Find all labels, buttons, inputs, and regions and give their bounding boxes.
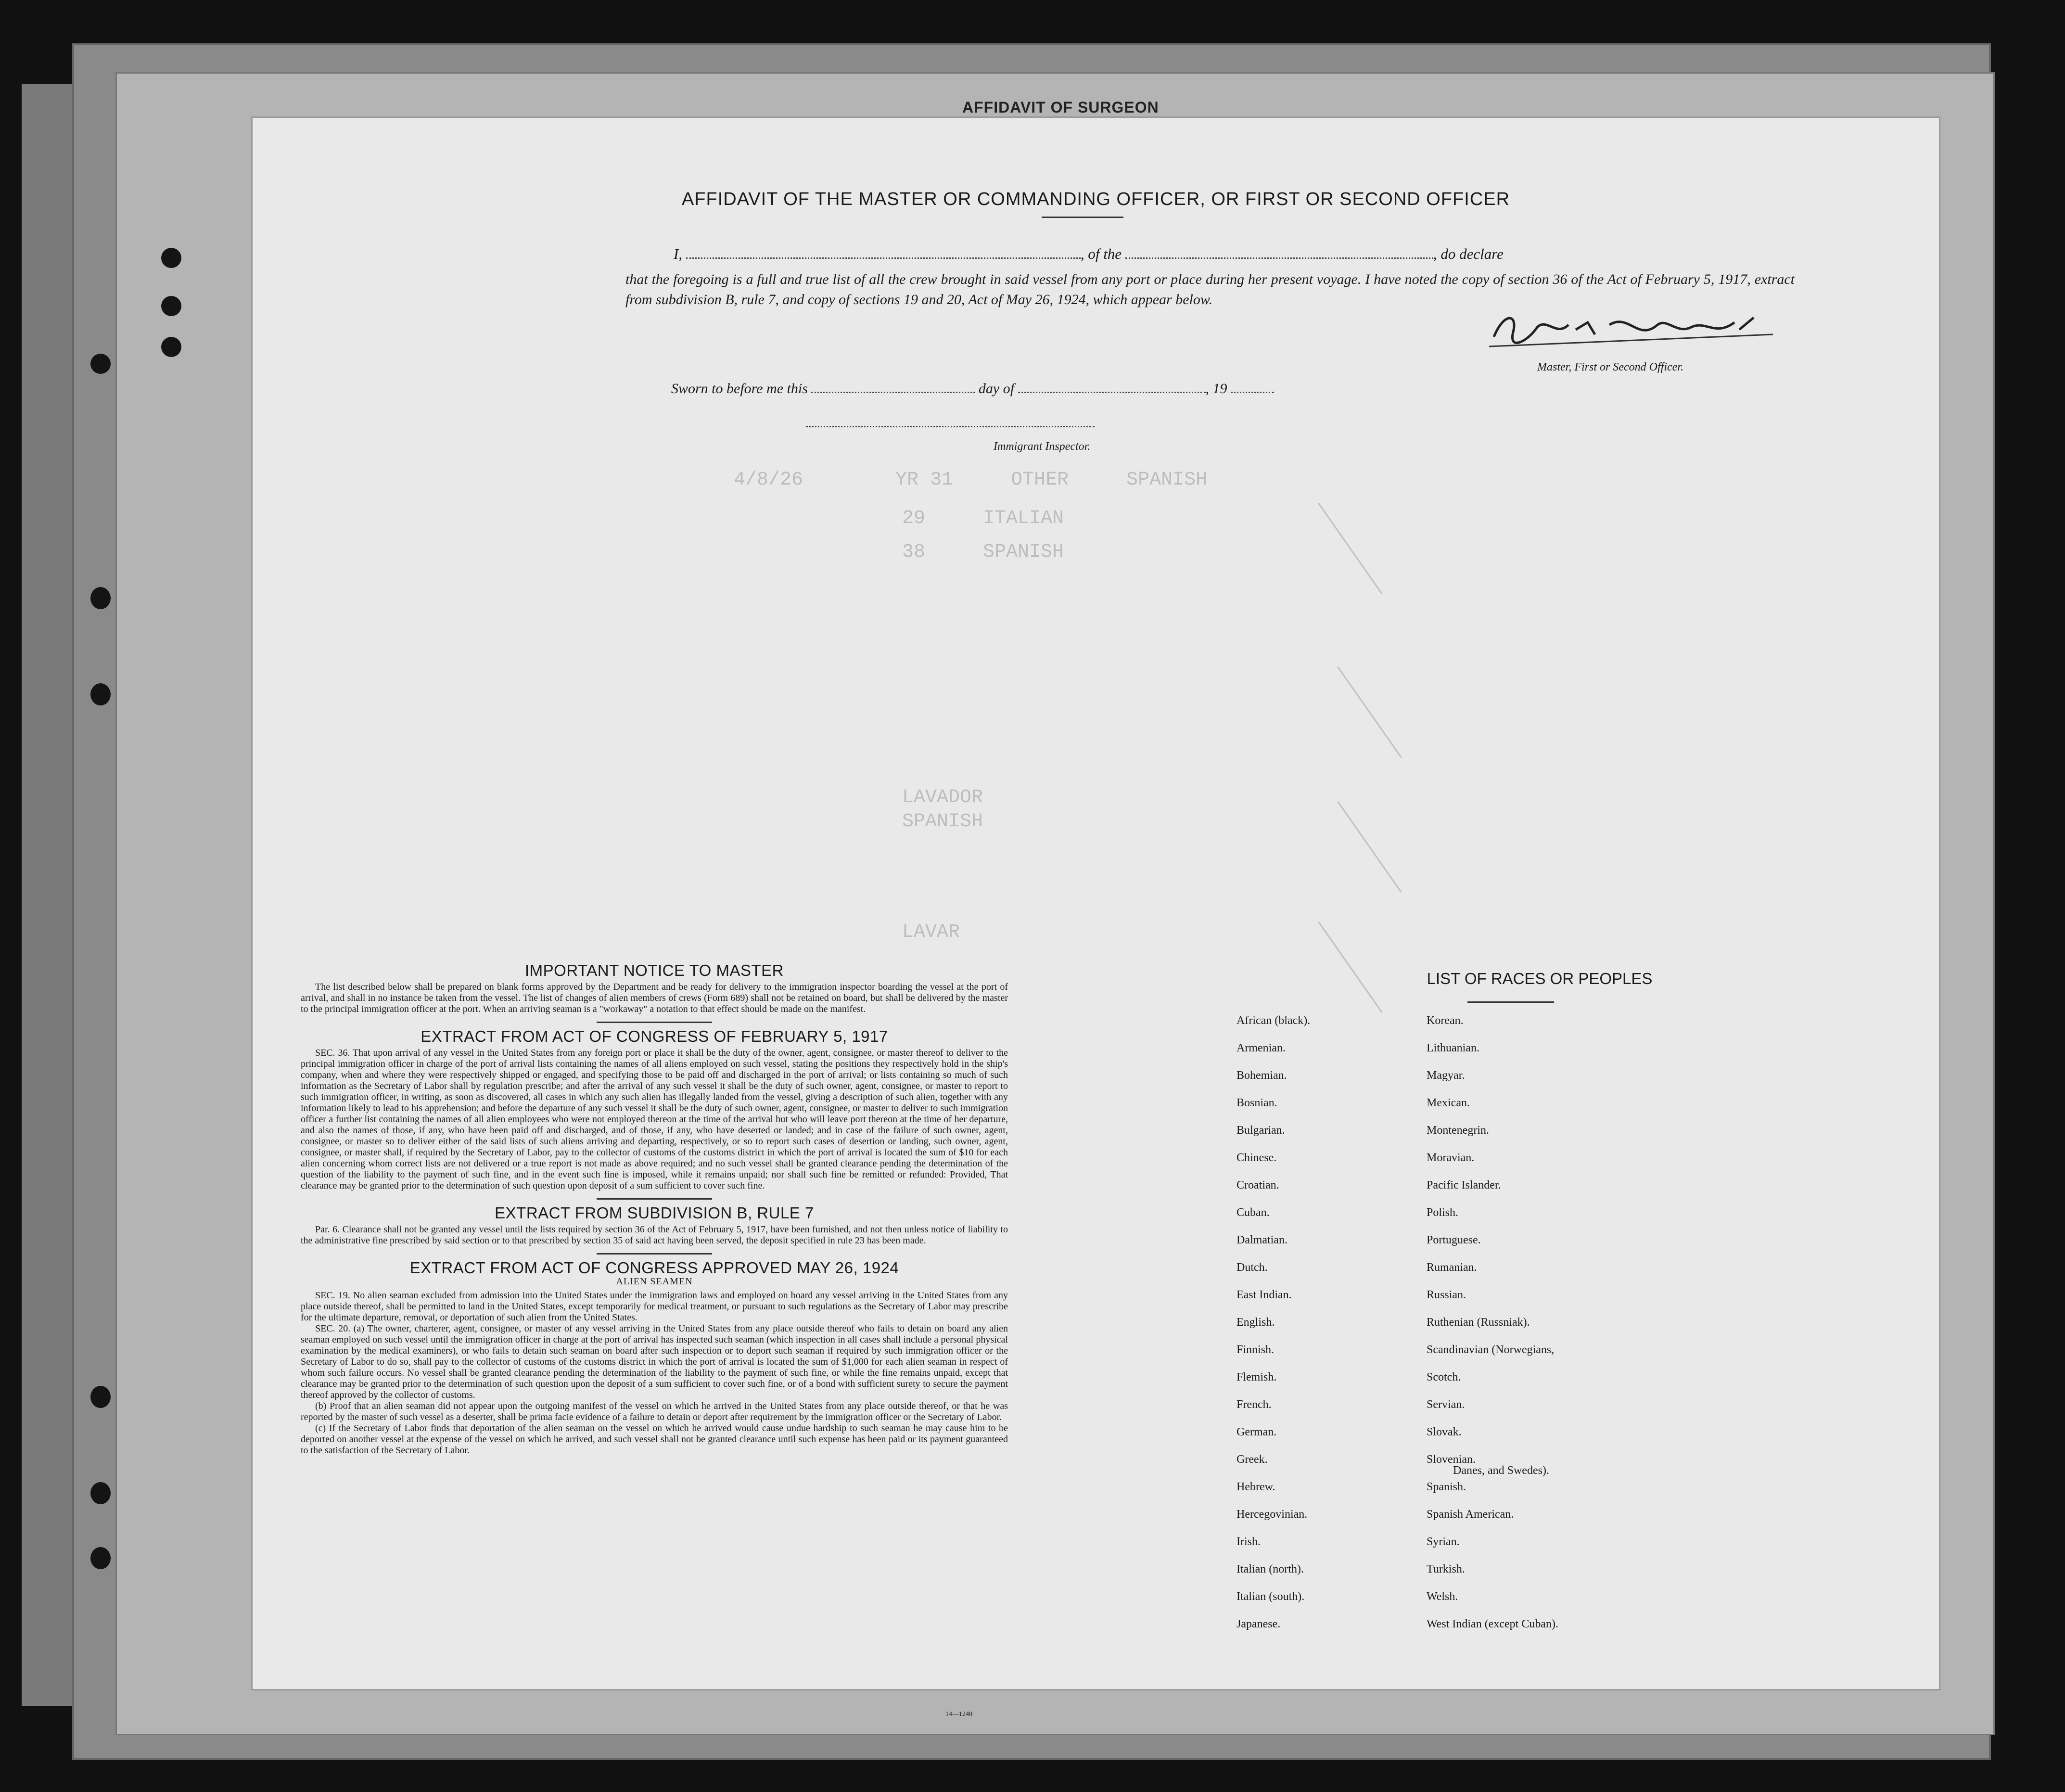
extract-1917-title: EXTRACT FROM ACT OF CONGRESS OF FEBRUARY 5, 1917	[421, 1027, 888, 1045]
legal-notices	[301, 961, 1008, 1456]
race-item: Servian.	[1427, 1398, 1465, 1411]
race-item: Slovenian.	[1427, 1453, 1476, 1466]
declaration-do-declare: , do declare	[1433, 245, 1504, 262]
name-blank[interactable]	[686, 246, 1081, 259]
race-item: Welsh.	[1427, 1590, 1458, 1603]
race-item: Syrian.	[1427, 1536, 1460, 1548]
crew-list-affidavit-page: 4/8/26 YR 31 OTHER SPANISH 29 ITALIAN 38 SPANISH LAVADOR SPANISH LAVAR AFFIDAVIT OF THE MASTER OR COMMANDING OFFICER, OR FIRST OR SECOND OFFICER I, , of the , do declare that the foregoing is a full and true list of all the crew brought in said vessel from any port or place during her present voyage. I have noted the copy of section 36 of the Act of February 5, 1917, extract from subdivision B, rule 7, and copy of sections 19 and 20, Act of May 26, 1924, which appear below. Master, First or Second Officer. Sworn to before me this day of , 19 Immigrant Inspector. IMPORTANT NOTICE TO MASTER The list described below shall be prepared on blank forms approved by the Department and be ready for delivery to the immigration inspector boarding the vessel at the port of arrival, and shall in no instance be taken from the vessel. The list of changes of alien members of crews (Form 689) shall not be retained on board, but shall be delivered by the master to the principal immigration officer at the port. When an arriving seaman is a "workaway" a notation to that effect should be made on the manifest. EXTRACT FROM ACT OF CONGRESS OF FEBRUARY 5, 1917 SEC. 36. That upon arrival of any vessel in the United States from any foreign port or place it shall be the duty of the owner, agent, consignee, or master thereof to deliver to the principal immigration officer in charge of the port of arrival lists containing the names of all aliens employed on such vessel, stating the positions they respectively hold in the ship's company, when and where they were respectively shipped or engaged, and specifying those to be paid off and discharged in the port of arrival; or lists containing so much of such information as the Secretary of Labor shall by regulation prescribe; and after the arrival of any such vessel it shall be the duty of such owner, agent, consignee, or master to report to such immigration officer, in writing, as soon as discovered, all cases in which any such alien has illegally landed from the vessel, giving a description of such alien, together with any information likely to lead to his apprehension; and before the departure of any such vessel it shall be the duty of such owner, agent, consignee, or master to deliver to such immigration officer a further list containing the names of all alien employees who were not employed thereon at the time of the arrival but who will leave port thereon at the time of her departure, and also the names of those, if any, who have been paid off and discharged, and of those, if any, who have deserted or landed; and in case of the failure of such owner, agent, consignee, or master so to deliver either of the said lists of such aliens arriving and departing, respectively, or so to report such cases of desertion or landing, such owner, agent, consignee, or master shall, if required by the Secretary of Labor, pay to the collector of customs of the customs district in which the port of arrival is located the sum of $10 for each alien concerning whom correct lists are not delivered or a true report is not made as above required; and no such vessel shall be granted clearance pending the determination of the question of the liability to the payment of such fine, and in the event such fine is imposed, while it remains unpaid; nor shall such fine be remitted or refunded: Provided, That clearance may be granted prior to the determination of such question upon deposit of a sum sufficient to cover such fine. EXTRACT FROM SUBDIVISION B, RULE 7 Par. 6. Clearance shall not be granted any vessel until the lists required by section 36 of the Act of February 5, 1917, have been furnished, and not then unless notice of liability to the administrative fine prescribed by said section or to that prescribed by section 35 of said act having been served, the deposit specified in rule 23 has been made. EXTRACT FROM ACT OF CONGRESS APPROVED MAY 26, 1924 ALIEN SEAMEN SEC. 19. No alien seaman excluded from admission into the United States under the immigration laws and employed on board any vessel arriving in the United States from any place outside thereof, shall be permitted to land in the United States, except temporarily for medical treatment, or pursuant to such regulations as the Secretary of Labor may prescribe for the ultimate departure, removal, or deportation of such alien from the United States. SEC. 20. (a) The owner, charterer, agent, consignee, or master of any vessel arriving in the United States from any place outside thereof who fails to detain on board any alien seaman employed on such vessel until the immigration officer in charge at the port of arrival has inspected such seaman (which inspection in all cases shall include a personal physical examination by the medical examiners), or who fails to detain such seaman on board after such inspection or to deport such seaman if required by such immigration officer or the Secretary of Labor to do so, shall pay to the collector of customs of the customs district in which the port of arrival is located the sum of $1,000 for each alien seaman in respect of whom such failure occurs. No vessel shall be granted clearance pending the determination of the liability to the payment of such fine, or while the fine remains unpaid, except that clearance may be granted prior to the determination of such question upon the deposit of a sum sufficient to cover such fine, or of a bond with sufficient surety to secure the payment thereof approved by the collector of customs. (b) Proof that an alien seaman did not appear upon the outgoing manifest of the vessel on which he arrived in the United States from any place outside thereof, or that he was reported by the master of such vessel as a deserter, shall be prima facie evidence of a failure to detain or deport after requirement by the immigration officer or the Secretary of Labor. (c) If the Secretary of Labor finds that deportation of the alien seaman on the vessel on which he arrived would cause undue hardship to such seaman he may cause him to be deported on another vessel at the expense of the vessel on which he arrived, and such vessel shall not be granted clearance until such expense has been paid or its payment guaranteed to the satisfaction of the Secretary of Labor. 14—1240 LIST OF RACES OR PEOPLES Danes, and Swedes). African (black). Armenian. Bohemian. Bosnian. Bulgarian. Chinese. Croatian. Cuban. Dalmatian. Dutch. East Indian. English. Finnish. Flemish. French. German. Greek. Hebrew. Hercegovinian. Irish. Italian (north). Italian (south). Japanese. Korean. Lithuanian. Magyar. Mexican. Montenegrin. Moravian. Pacific Islander. Polish. Portuguese. Rumanian. Russian. Ruthenian (Russniak). Scandinavian (Norwegians, Scotch. Servian. Slovak. Slovenian. Spanish. Spanish American. Syrian. Turkish. Welsh. West Indian (except Cuban).	[253, 118, 1939, 1689]
binder-hole-icon	[90, 1386, 111, 1408]
race-item: Montenegrin.	[1427, 1124, 1489, 1137]
sec20c-text: (c) If the Secretary of Labor finds that deportation of the alien seaman on the vessel on which he arrived would cause undue hardship to such seaman he may cause him to be deported on another vessel at the expense of the vessel on which he arrived, and such vessel shall not be granted clearance until such expense has been paid or its payment guaranteed to the satisfaction of the Secretary of Labor.	[301, 1423, 1008, 1456]
race-item: Mexican.	[1427, 1097, 1470, 1109]
race-item: Dalmatian.	[1236, 1234, 1287, 1246]
month-blank[interactable]	[1018, 380, 1206, 393]
binder-hole-icon	[90, 683, 111, 705]
binder-hole-icon	[90, 354, 111, 374]
races-divider	[1467, 1001, 1554, 1003]
race-item: Hebrew.	[1236, 1481, 1275, 1493]
race-item: Chinese.	[1236, 1152, 1277, 1164]
signature-caption: Master, First or Second Officer.	[1537, 361, 1683, 373]
sec20b-text: (b) Proof that an alien seaman did not appear upon the outgoing manifest of the vessel on which he arrived in the United States from any place outside thereof, or that he was reported by the master of such vessel as a deserter, shall be prima facie evidence of a failure to detain or deport after requirement by the immigration officer or the Secretary of Labor.	[301, 1401, 1008, 1422]
race-item: French.	[1236, 1398, 1272, 1411]
sec19-text: SEC. 19. No alien seaman excluded from admission into the United States under the immigration laws and employed on board any vessel arriving in the United States from any place outside thereof, shall be permitted to land in the United States, except temporarily for medical treatment, or pursuant to such regulations as the Secretary of Labor may prescribe for the ultimate departure, removal, or deportation of such alien from the United States.	[301, 1290, 1008, 1323]
notice-text: The list described below shall be prepared on blank forms approved by the Department and be ready for delivery to the immigration inspector boarding the vessel at the port of arrival, and shall in no instance be taken from the vessel. The list of changes of alien members of crews (Form 689) shall not be retained on board, but shall be delivered by the master to the principal immigration officer at the port. When an arriving seaman is a "workaway" a notation to that effect should be made on the manifest.	[301, 982, 1008, 1014]
declaration-line	[674, 245, 1504, 263]
race-item: Hercegovinian.	[1236, 1508, 1308, 1521]
binder-hole-icon	[90, 1482, 111, 1504]
race-item: Scandinavian (Norwegians,	[1427, 1344, 1555, 1356]
declaration-body: that the foregoing is a full and true list of all the crew brought in said vessel from any port or place during her present voyage. I have noted the copy of section 36 of the Act of February 5, 1917, extract from subdivision B, rule 7, and copy of sections 19 and 20, Act of May 26, 1924, which appear below.	[625, 271, 1795, 307]
title-divider	[1042, 217, 1123, 218]
form-number: 14—1240	[945, 1711, 972, 1718]
extract-1917-text: SEC. 36. That upon arrival of any vessel in the United States from any foreign port or place it shall be the duty of the owner, agent, consignee, or master thereof to deliver to the principal immigration officer in charge of the port of arrival lists containing the names of all aliens employed on such vessel, stating the positions they respectively hold in the ship's company, when and where they were respectively shipped or engaged, and specifying those to be paid off and discharged in the port of arrival; or lists containing so much of such information as the Secretary of Labor shall by regulation prescribe; and after the arrival of any such vessel it shall be the duty of such owner, agent, consignee, or master to report to such immigration officer, in writing, as soon as discovered, all cases in which any such alien has illegally landed from the vessel, giving a description of such alien, together with any information likely to lead to his apprehension; and before the departure of any such vessel it shall be the duty of such owner, agent, consignee, or master to deliver to such immigration officer a further list containing the names of all alien employees who were not employed thereon at the time of the arrival but who will leave port thereon at the time of her departure, and also the names of those, if any, who have been paid off and discharged, and of those, if any, who have deserted or landed; and in case of the failure of such owner, agent, consignee, or master so to deliver either of the said lists of such aliens arriving and departing, respectively, or so to report such cases of desertion or landing, such owner, agent, consignee, or master shall, if required by the Secretary of Labor, pay to the collector of customs of the customs district in which the port of arrival is located the sum of $10 for each alien concerning whom correct lists are not delivered or a true report is not made as above required; and no such vessel shall be granted clearance pending the determination of the question of the liability to the payment of such fine, and in the event such fine is imposed, while it remains unpaid; nor shall such fine be remitted or refunded: Provided, That clearance may be granted prior to the determination of such question upon deposit of a sum sufficient to cover such fine.	[301, 1048, 1008, 1191]
notice-title: IMPORTANT NOTICE TO MASTER	[524, 961, 784, 979]
alien-seamen-subtitle: ALIEN SEAMEN	[616, 1276, 693, 1287]
race-item: Bulgarian.	[1236, 1124, 1285, 1137]
extract-rule7-title: EXTRACT FROM SUBDIVISION B, RULE 7	[495, 1204, 814, 1222]
declaration-i: I,	[674, 245, 683, 262]
sworn-line	[671, 380, 1274, 397]
race-item: Polish.	[1427, 1206, 1459, 1219]
binder-hole-icon	[161, 337, 181, 357]
race-item: Cuban.	[1236, 1206, 1270, 1219]
race-item: Slovak.	[1427, 1426, 1462, 1438]
year-prefix: , 19	[1205, 381, 1227, 397]
race-item: Greek.	[1236, 1453, 1268, 1466]
race-item: Magyar.	[1427, 1069, 1465, 1082]
race-item: Flemish.	[1236, 1371, 1277, 1383]
race-item: Armenian.	[1236, 1042, 1286, 1054]
sec20a-text: SEC. 20. (a) The owner, charterer, agent, consignee, or master of any vessel arriving in the United States from any place outside thereof who fails to detain on board any alien seaman employed on such vessel until the immigration officer in charge at the port of arrival has inspected such seaman (which inspection in all cases shall include a personal physical examination by the medical examiners), or who fails to detain such seaman on board after such inspection or to deport such seaman if required by such immigration officer or the Secretary of Labor to do so, shall pay to the collector of customs of the customs district in which the port of arrival is located the sum of $1,000 for each alien seaman in respect of whom such failure occurs. No vessel shall be granted clearance pending the determination of the liability to the payment of such fine, or while the fine remains unpaid, except that clearance may be granted prior to the determination of such question upon the deposit of a sum sufficient to cover such fine, or of a bond with sufficient surety to secure the payment thereof approved by the collector of customs.	[301, 1323, 1008, 1400]
race-item: East Indian.	[1236, 1289, 1292, 1301]
race-item: West Indian (except Cuban).	[1427, 1618, 1558, 1630]
sworn-label: Sworn to before me this	[671, 381, 808, 397]
race-item: Scotch.	[1427, 1371, 1461, 1383]
extract-1924-title: EXTRACT FROM ACT OF CONGRESS APPROVED MAY 26, 1924	[409, 1259, 899, 1277]
year-blank[interactable]	[1231, 380, 1274, 393]
race-item: Italian (south).	[1236, 1590, 1305, 1603]
race-item: Bosnian.	[1236, 1097, 1277, 1109]
race-item: Rumanian.	[1427, 1261, 1477, 1274]
race-item: Lithuanian.	[1427, 1042, 1479, 1054]
race-item: English.	[1236, 1316, 1275, 1329]
vessel-blank[interactable]	[1125, 246, 1433, 259]
declaration-of-the: , of the	[1080, 245, 1122, 262]
race-scandinavian-continued: Danes, and Swedes).	[1453, 1464, 1549, 1477]
race-item: Spanish American.	[1427, 1508, 1514, 1521]
affidavit-title: AFFIDAVIT OF THE MASTER OR COMMANDING OFFICER, OR FIRST OR SECOND OFFICER	[681, 189, 1510, 209]
race-item: Ruthenian (Russniak).	[1427, 1316, 1530, 1329]
race-item: Portuguese.	[1427, 1234, 1481, 1246]
binder-hole-icon	[90, 587, 111, 609]
binder-hole-icon	[90, 1547, 111, 1569]
inspector-signature-line[interactable]	[806, 426, 1095, 427]
race-item: Spanish.	[1427, 1481, 1466, 1493]
race-item: Bohemian.	[1236, 1069, 1287, 1082]
race-item: Finnish.	[1236, 1344, 1275, 1356]
binder-hole-icon	[161, 248, 181, 268]
race-item: Italian (north).	[1236, 1563, 1304, 1575]
day-of-label: day of	[978, 381, 1015, 397]
races-title: LIST OF RACES OR PEOPLES	[1427, 970, 1653, 987]
inspector-caption: Immigrant Inspector.	[994, 440, 1091, 453]
master-signature	[1484, 308, 1783, 351]
surgeon-affidavit-title: AFFIDAVIT OF SURGEON	[962, 99, 1159, 116]
race-item: Russian.	[1427, 1289, 1466, 1301]
race-item: Japanese.	[1236, 1618, 1281, 1630]
race-item: Turkish.	[1427, 1563, 1465, 1575]
binder-hole-icon	[161, 296, 181, 316]
race-item: Moravian.	[1427, 1152, 1475, 1164]
race-item: Irish.	[1236, 1536, 1261, 1548]
day-blank[interactable]	[811, 380, 975, 393]
race-item: Pacific Islander.	[1427, 1179, 1501, 1191]
race-item: Dutch.	[1236, 1261, 1268, 1274]
extract-rule7-text: Par. 6. Clearance shall not be granted any vessel until the lists required by section 36 of the Act of February 5, 1917, have been furnished, and not then unless notice of liability to the administrative fine prescribed by said section or to that prescribed by section 35 of said act having been served, the deposit specified in rule 23 has been made.	[301, 1224, 1008, 1246]
race-item: Croatian.	[1236, 1179, 1279, 1191]
race-item: German.	[1236, 1426, 1277, 1438]
race-item: African (black).	[1236, 1014, 1311, 1027]
race-item: Korean.	[1427, 1014, 1464, 1027]
